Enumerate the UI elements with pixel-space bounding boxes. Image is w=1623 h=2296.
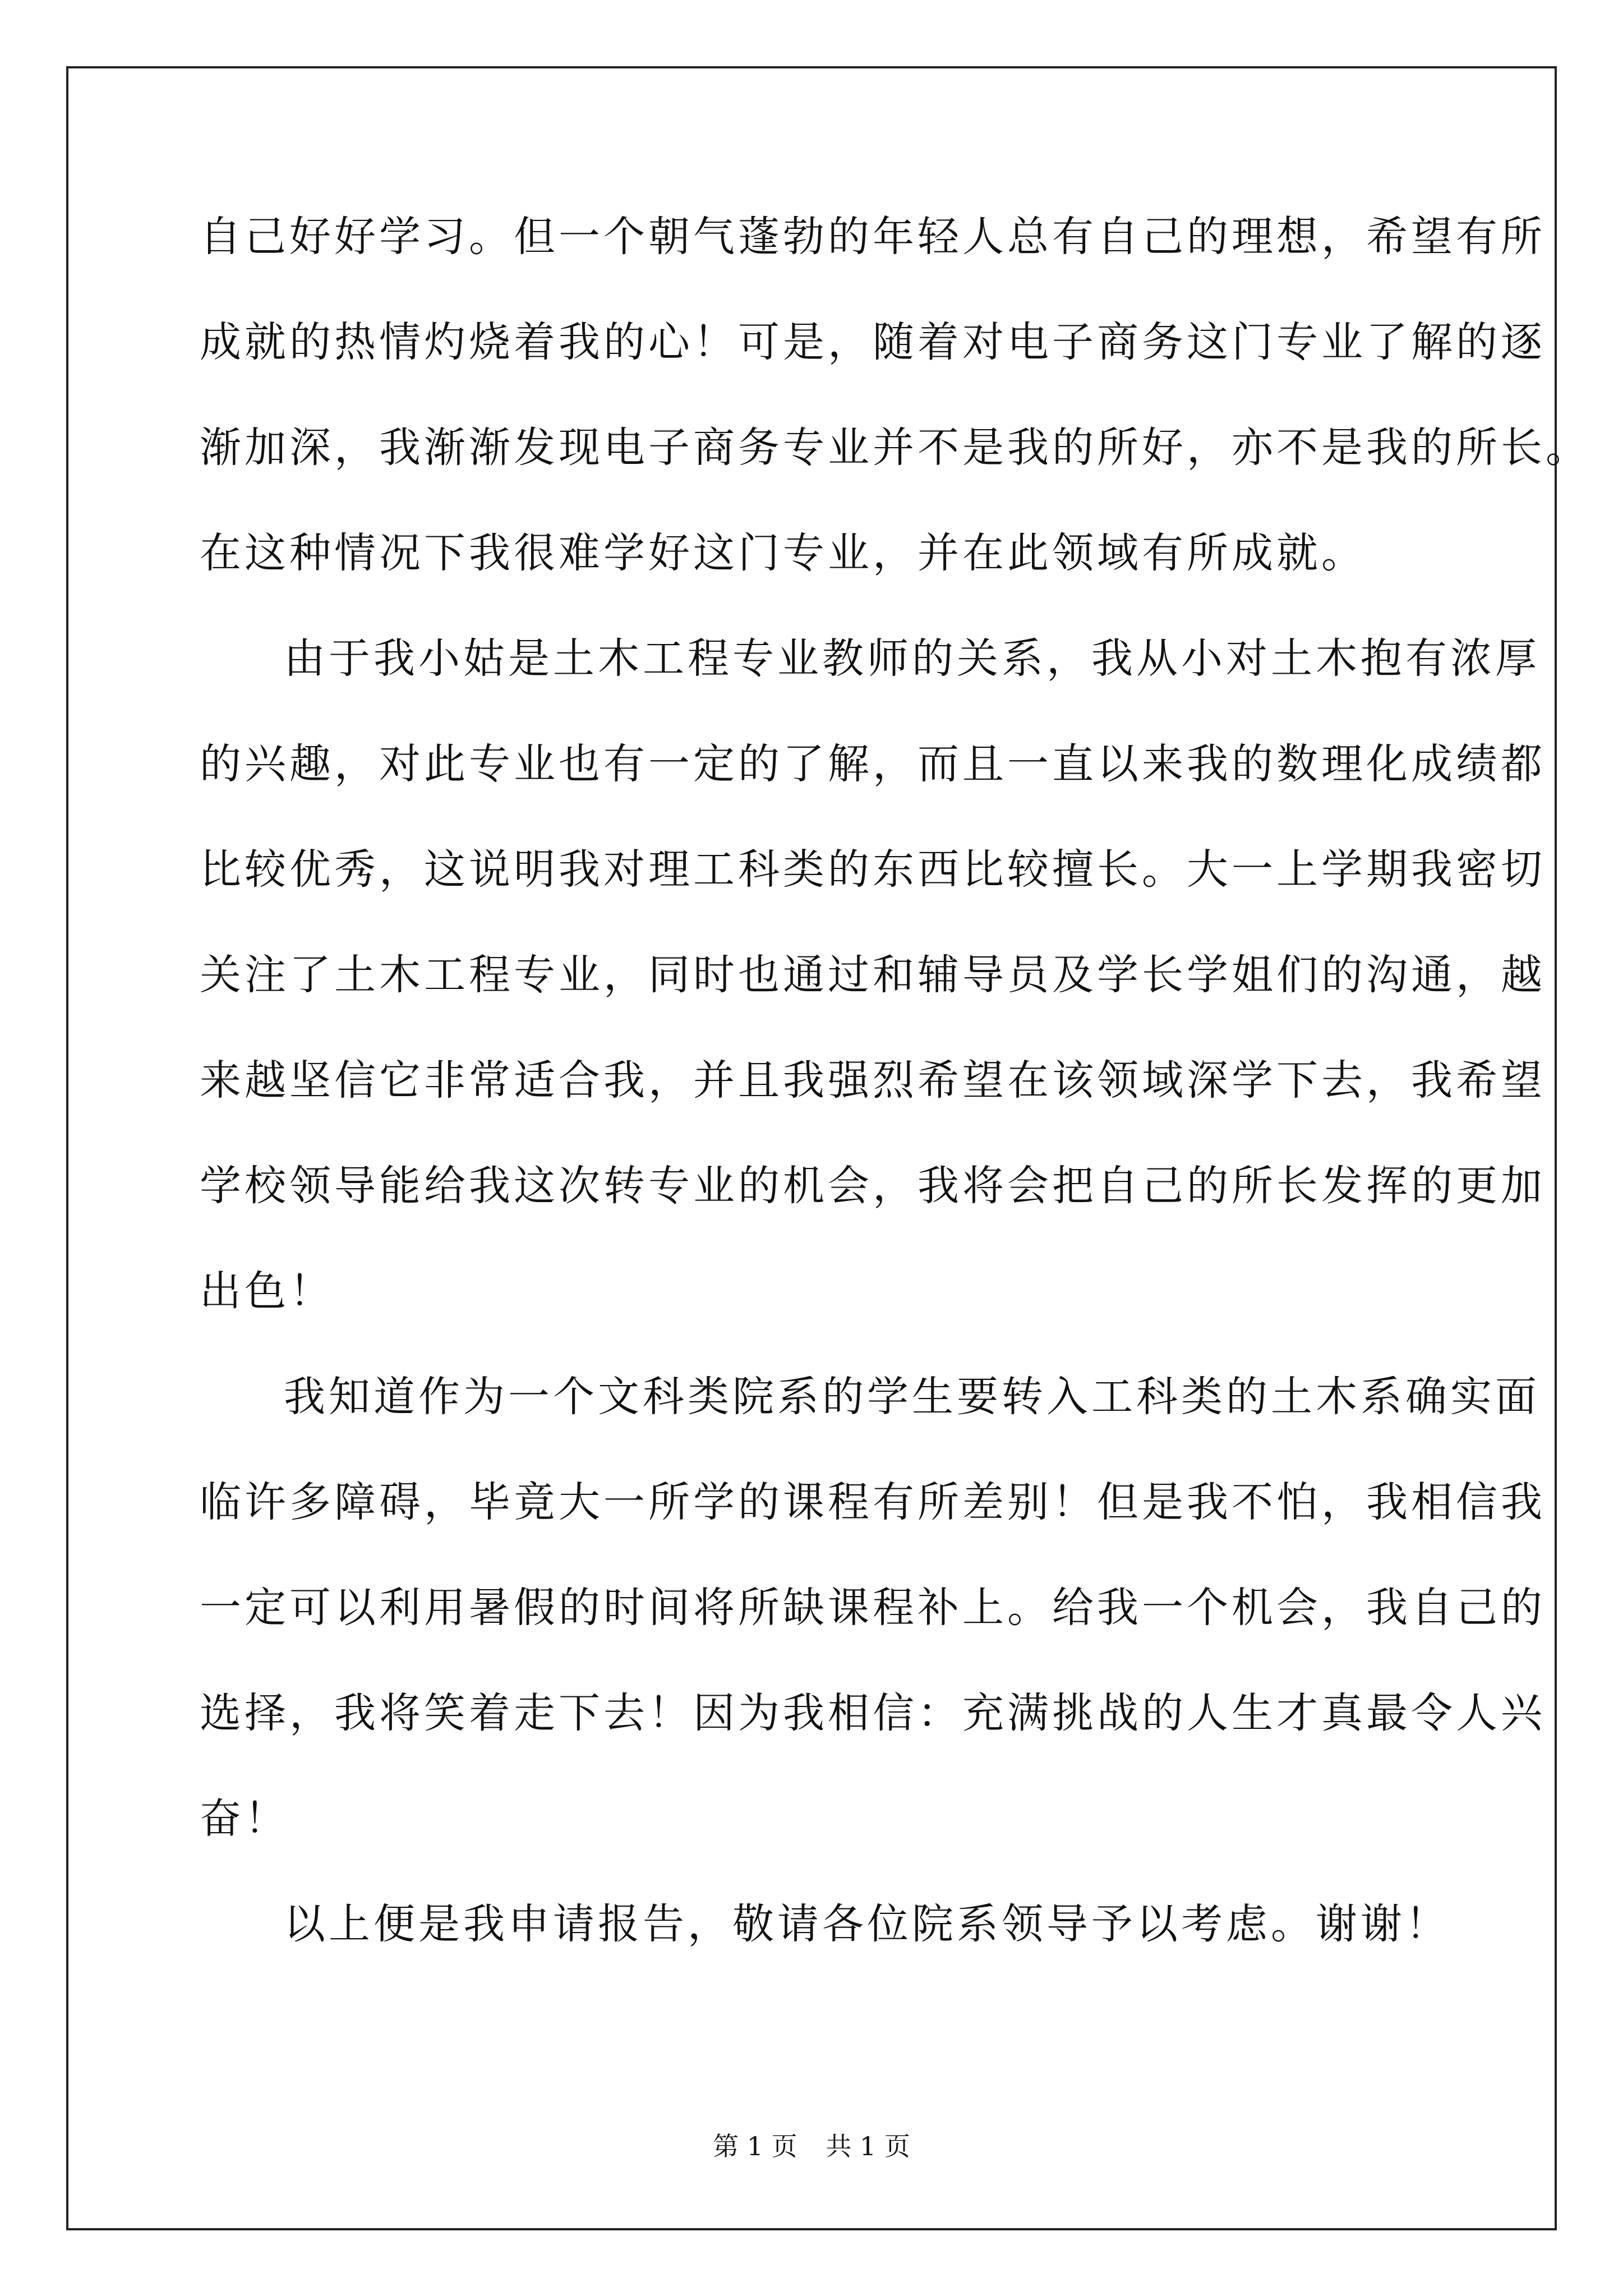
text-line: 比较优秀，这说明我对理工科类的东西比较擅长。大一上学期我密切 [200, 845, 1546, 894]
text-line: 一定可以利用暑假的时间将所缺课程补上。给我一个机会，我自己的 [200, 1584, 1546, 1632]
paragraph-first-line: 由于我小姑是土木工程专业教师的关系，我从小对土木抱有浓厚 [284, 634, 1540, 683]
text-line: 成就的热情灼烧着我的心！可是，随着对电子商务这门专业了解的逐 [200, 318, 1546, 366]
page-footer [0, 2126, 1623, 2163]
text-line: 自己好好学习。但一个朝气蓬勃的年轻人总有自己的理想，希望有所 [200, 213, 1546, 261]
page-number: 第 1 页 [713, 2131, 797, 2161]
text-line: 出色！ [200, 1267, 334, 1315]
text-line: 的兴趣，对此专业也有一定的了解，而且一直以来我的数理化成绩都 [200, 740, 1546, 788]
text-line: 关注了土木工程专业，同时也通过和辅导员及学长学姐们的沟通，越 [200, 951, 1546, 999]
text-line: 选择，我将笑着走下去！因为我相信：充满挑战的人生才真最令人兴 [200, 1689, 1546, 1737]
page-total: 共 1 页 [826, 2131, 910, 2161]
text-line: 来越坚信它非常适合我，并且我强烈希望在该领域深学下去，我希望 [200, 1056, 1546, 1105]
text-line: 奋！ [200, 1795, 289, 1843]
text-line: 在这种情况下我很难学好这门专业，并在此领域有所成就。 [200, 529, 1366, 577]
paragraph-first-line: 以上便是我申请报告，敬请各位院系领导予以考虑。谢谢！ [284, 1900, 1450, 1948]
paragraph-first-line: 我知道作为一个文科类院系的学生要转入工科类的土木系确实面 [284, 1373, 1540, 1421]
text-line: 渐加深，我渐渐发现电子商务专业并不是我的所好，亦不是我的所长。 [200, 424, 1590, 472]
text-line: 临许多障碍，毕竟大一所学的课程有所差别！但是我不怕，我相信我 [200, 1478, 1546, 1526]
text-line: 学校领导能给我这次转专业的机会，我将会把自己的所长发挥的更加 [200, 1162, 1546, 1210]
